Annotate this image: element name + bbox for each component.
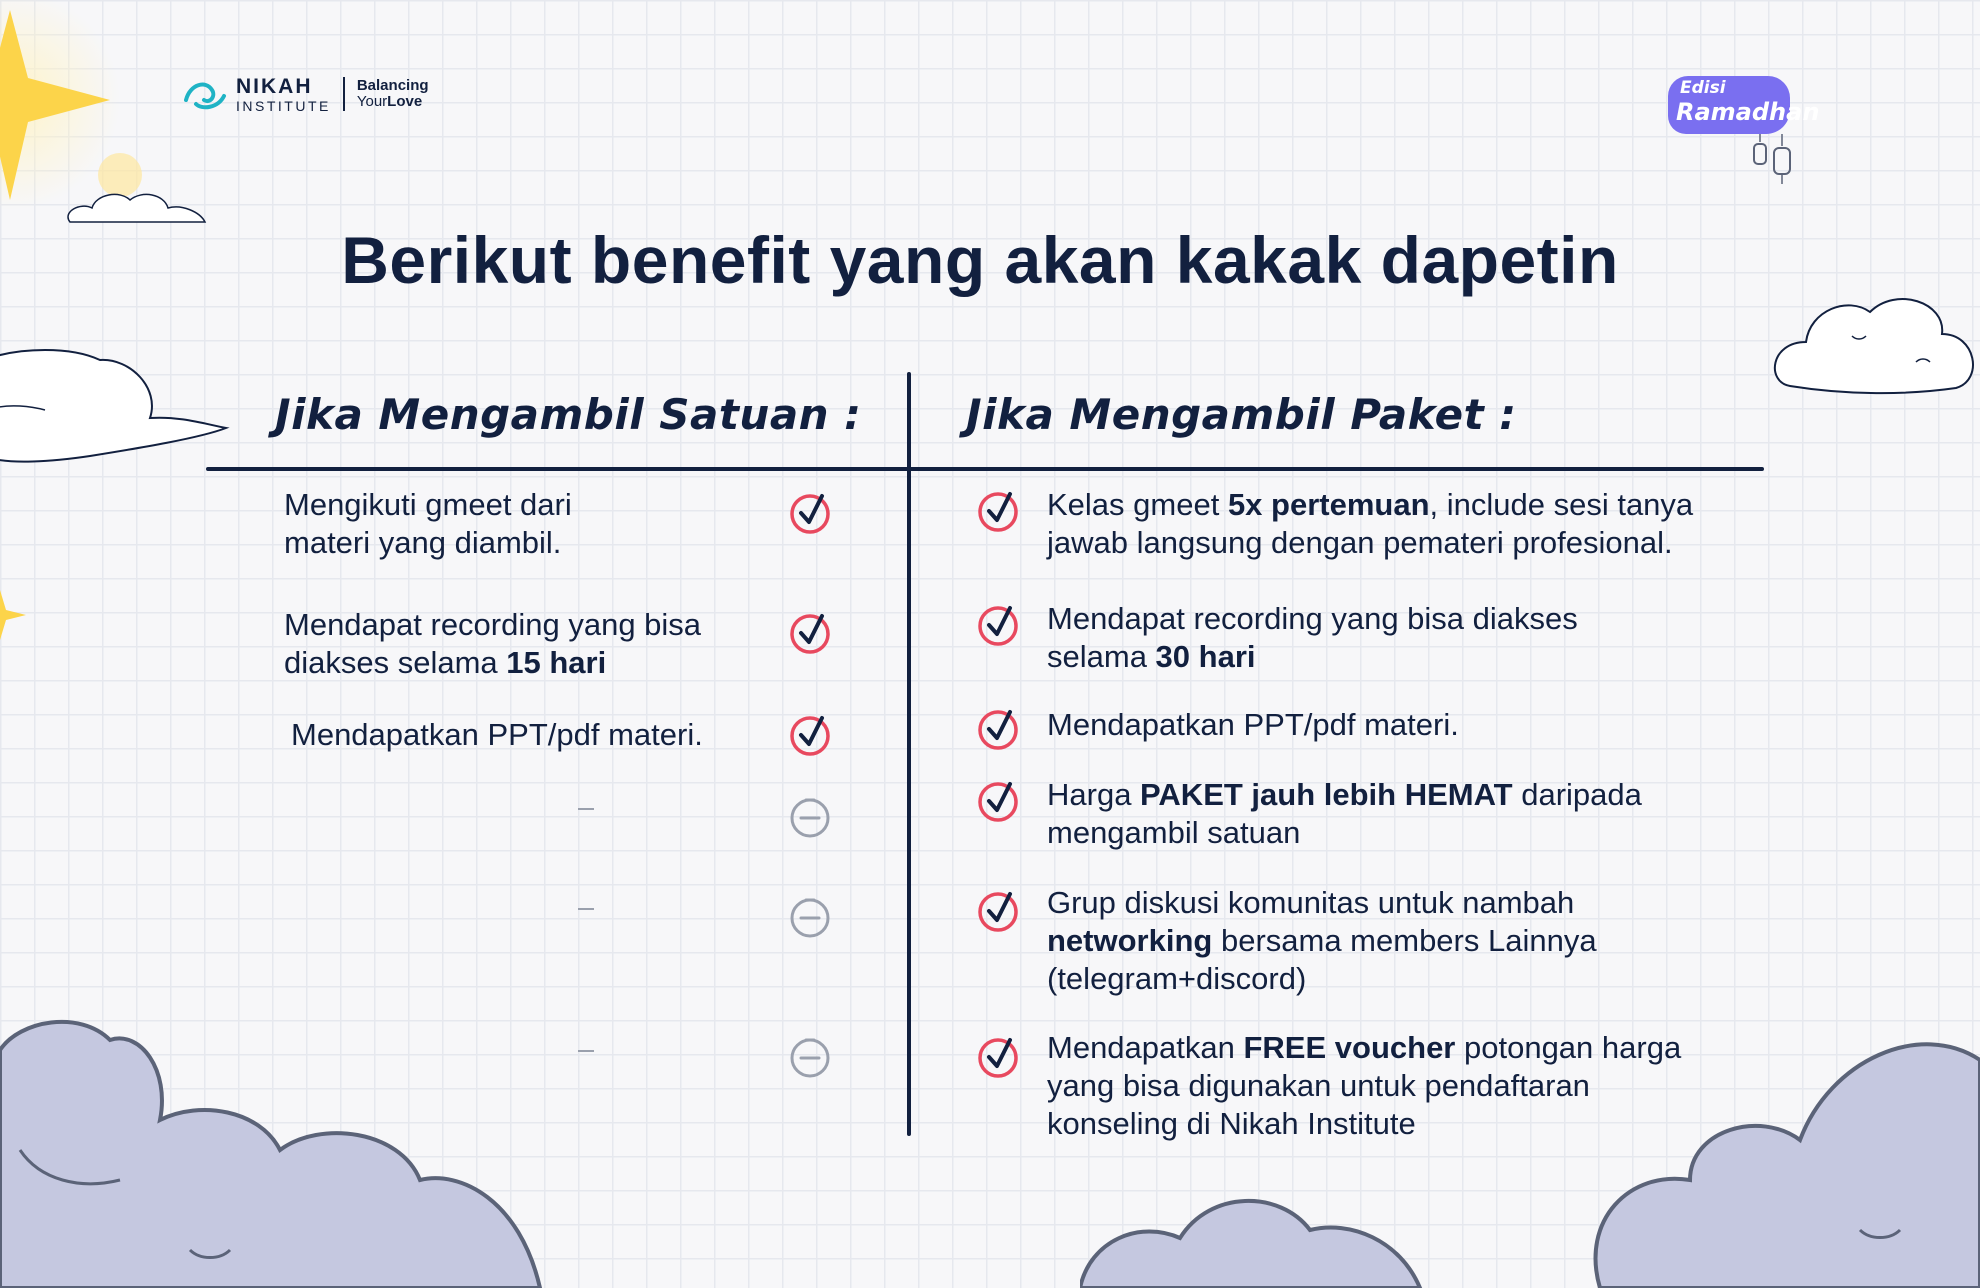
- brand-name: NIKAH: [236, 74, 313, 98]
- left-item-3: Mendapatkan PPT/pdf materi.: [291, 717, 703, 752]
- right-item-5: Grup diskusi komunitas untuk nambah networking bersama members Lainnya (telegram+discord): [1047, 885, 1597, 996]
- brand-tagline-line1: Balancing: [356, 76, 429, 94]
- check-circle-icon: [788, 610, 832, 654]
- table-horizontal-divider: [206, 467, 1764, 471]
- check-circle-icon: [976, 602, 1020, 646]
- check-circle-icon: [976, 778, 1020, 822]
- check-circle-icon: [788, 490, 832, 534]
- brand-tagline-your: Your: [356, 93, 388, 110]
- right-item-6: Mendapatkan FREE voucher potongan harga yang bisa digunakan untuk pendaftaran konseling di Nikah Institute: [1047, 1030, 1682, 1141]
- right-item-3: Mendapatkan PPT/pdf materi.: [1047, 707, 1459, 742]
- left-item-5-dash: [578, 908, 594, 910]
- check-circle-icon: [976, 488, 1020, 532]
- star-decoration-left: [0, 590, 40, 640]
- brand-subtitle: INSTITUTE: [236, 97, 331, 114]
- left-item-6-dash: [578, 1050, 594, 1052]
- edisi-ramadhan-badge: [1668, 76, 1820, 134]
- cloud-bottom-center: [1080, 1160, 1460, 1288]
- wave-logo-icon: [182, 74, 228, 114]
- brand-logo: [182, 74, 429, 114]
- badge-line1: Edisi: [1680, 78, 1726, 98]
- lantern-icon: [1748, 134, 1796, 188]
- left-item-2: Mendapat recording yang bisa diakses selama 15 hari: [284, 607, 702, 680]
- cloud-bottom-left: [0, 1000, 560, 1288]
- check-circle-icon: [788, 712, 832, 756]
- left-item-4-dash: [578, 808, 594, 810]
- minus-circle-icon: [788, 894, 832, 938]
- left-item-1: Mengikuti gmeet dari materi yang diambil.: [284, 487, 572, 560]
- minus-circle-icon: [788, 794, 832, 838]
- cloud-outline-right: [1770, 290, 1980, 400]
- right-item-1: Kelas gmeet 5x pertemuan, include sesi tanya jawab langsung dengan pemateri profesional.: [1047, 487, 1694, 560]
- right-item-2: Mendapat recording yang bisa diakses selama 30 hari: [1047, 601, 1578, 674]
- check-circle-icon: [976, 1034, 1020, 1078]
- brand-divider: [343, 77, 345, 111]
- cloud-outline-left: [0, 338, 240, 468]
- check-circle-icon: [976, 706, 1020, 750]
- brand-tagline-love: Love: [387, 93, 423, 110]
- badge-line2: Ramadhan: [1676, 98, 1820, 126]
- right-column-heading: Jika Mengambil Paket :: [966, 390, 1517, 439]
- page-title: Berikut benefit yang akan kakak dapetin: [341, 223, 1619, 297]
- table-vertical-divider: [907, 372, 911, 1136]
- left-column-heading: Jika Mengambil Satuan :: [275, 390, 862, 439]
- check-circle-icon: [976, 888, 1020, 932]
- right-item-4: Harga PAKET jauh lebih HEMAT daripada mengambil satuan: [1047, 777, 1642, 850]
- minus-circle-icon: [788, 1034, 832, 1078]
